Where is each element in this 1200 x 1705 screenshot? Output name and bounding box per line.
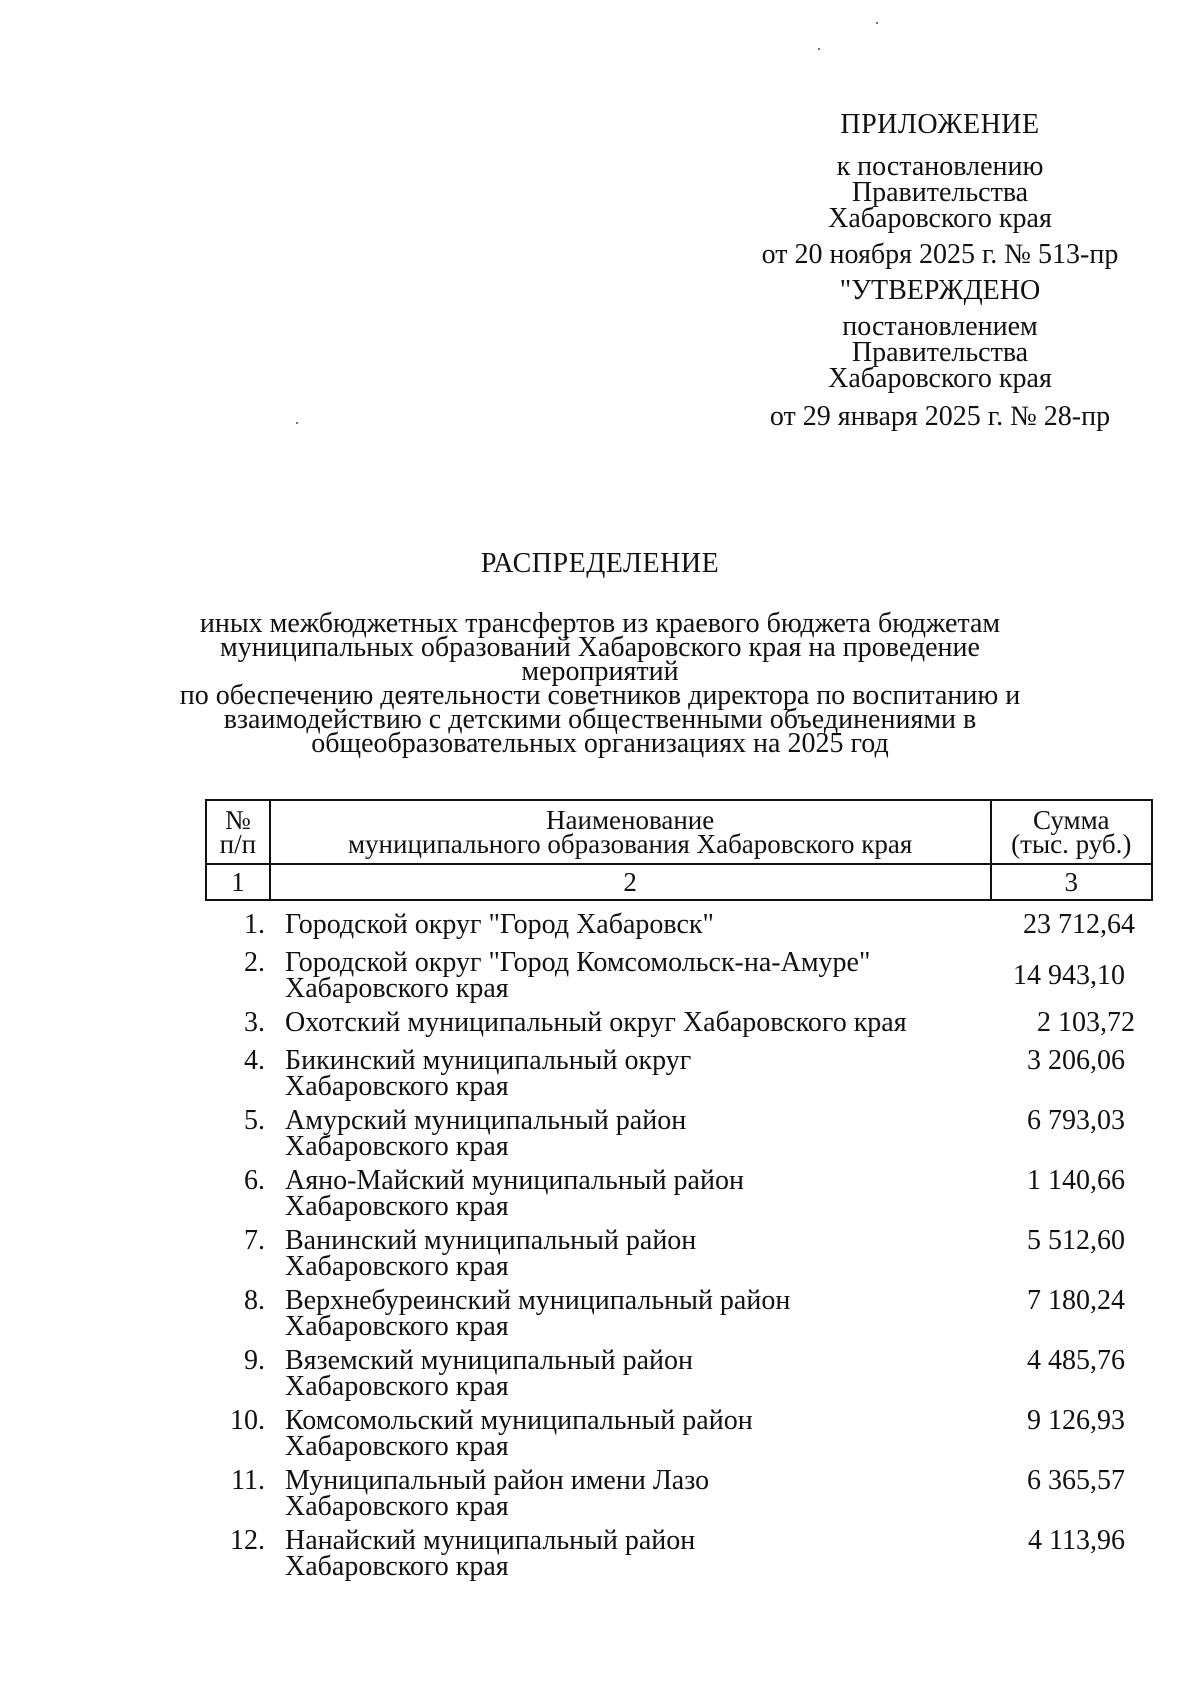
row-number: 2. <box>244 947 265 978</box>
row-number: 10. <box>230 1405 265 1436</box>
table-body <box>205 909 1153 1588</box>
row-name-line2: Хабаровского края <box>285 1131 509 1162</box>
approved-title: "УТВЕРЖДЕНО <box>839 275 1041 306</box>
row-name <box>265 1007 975 1048</box>
row-name-line2: Хабаровского края <box>285 1251 509 1282</box>
column-number-row <box>206 864 1152 900</box>
row-number: 8. <box>244 1285 265 1316</box>
row-name-line2: Хабаровского края <box>285 1431 509 1462</box>
row-sum: 23 712,64 <box>1023 909 1135 940</box>
row-sum: 2 103,72 <box>1037 1007 1135 1038</box>
header-sum-line1: Сумма <box>1033 805 1110 835</box>
header-num-line2: п/п <box>219 829 257 859</box>
header-sum-cell <box>991 800 1153 864</box>
header-row <box>206 800 1152 864</box>
row-sum: 9 126,93 <box>1027 1405 1125 1436</box>
row-sum: 6 793,03 <box>1027 1105 1125 1136</box>
subtitle-line: общеобразовательных организациях на 2025 год <box>311 728 889 759</box>
row-name-line2: Хабаровского края <box>285 1191 509 1222</box>
row-name-line1: Верхнебуреинский муниципальный район <box>285 1285 791 1316</box>
subtitle-line: по обеспечению деятельности советников директора по воспитанию и <box>179 680 1021 711</box>
row-number: 9. <box>244 1345 265 1376</box>
row-name-line2: Хабаровского края <box>285 1491 509 1522</box>
column-number: 2 <box>270 864 991 900</box>
subtitle-line: иных межбюджетных трансфертов из краевого бюджета бюджетам <box>199 608 1001 639</box>
table-row <box>205 1525 1153 1588</box>
scan-speck <box>876 22 878 24</box>
row-name-line2: Хабаровского края <box>285 1551 509 1582</box>
approved-line: Правительства <box>851 337 1029 368</box>
scan-speck <box>818 48 820 50</box>
row-name-line2: Хабаровского края <box>285 1371 509 1402</box>
approved-date-line: от 29 января 2025 г. № 28-пр <box>769 401 1111 432</box>
row-name <box>265 1465 975 1528</box>
table-row <box>205 1405 1153 1468</box>
row-name <box>265 909 975 950</box>
row-sum: 4 485,76 <box>1027 1345 1125 1376</box>
table-header <box>205 799 1153 901</box>
row-name-line1: Комсомольский муниципальный район <box>285 1405 753 1436</box>
header-name-cell <box>270 800 991 864</box>
header-name-line1: Наименование <box>546 805 715 835</box>
table-row <box>205 1285 1153 1348</box>
row-name <box>265 947 975 1010</box>
table-row <box>205 1465 1153 1528</box>
row-name-line2: Хабаровского края <box>285 1311 509 1342</box>
row-name-line2: Хабаровского края <box>285 1071 509 1102</box>
row-name-line1: Городской округ "Город Комсомольск-на-Амуре" <box>285 947 871 978</box>
header-name-line2: муниципального образования Хабаровского края <box>347 829 913 859</box>
row-number: 4. <box>244 1045 265 1076</box>
appendix-date-line: от 20 ноября 2025 г. № 513-пр <box>761 239 1119 270</box>
row-name-line1: Ванинский муниципальный район <box>285 1225 697 1256</box>
row-number: 11. <box>231 1465 265 1496</box>
appendix-title: ПРИЛОЖЕНИЕ <box>840 109 1040 140</box>
row-name-line1: Аяно-Майский муниципальный район <box>285 1165 744 1196</box>
row-name-line1: Вяземский муниципальный район <box>285 1345 693 1376</box>
table-row <box>205 1225 1153 1288</box>
table-row <box>205 1105 1153 1168</box>
row-sum: 7 180,24 <box>1027 1285 1125 1316</box>
table-row <box>205 947 1153 1010</box>
row-sum: 4 113,96 <box>1028 1525 1125 1556</box>
table-row <box>205 1007 1153 1048</box>
row-name-line1: Городской округ "Город Хабаровск" <box>285 909 714 940</box>
row-name <box>265 1345 975 1408</box>
appendix-line: к постановлению <box>836 151 1044 182</box>
header-num-cell <box>206 800 270 864</box>
approved-line: Хабаровского края <box>828 363 1052 394</box>
approved-line: постановлением <box>842 311 1038 342</box>
row-name-line2: Хабаровского края <box>285 973 509 1004</box>
appendix-line: Хабаровского края <box>828 203 1052 234</box>
row-name-line1: Нанайский муниципальный район <box>285 1525 696 1556</box>
subtitle-line: муниципальных образований Хабаровского края на проведение мероприятий <box>220 632 980 687</box>
table-row <box>205 1165 1153 1228</box>
appendix-line: Правительства <box>851 177 1029 208</box>
row-name-line1: Бикинский муниципальный округ <box>285 1045 692 1076</box>
row-name <box>265 1405 975 1468</box>
row-sum: 14 943,10 <box>1013 960 1125 991</box>
row-name <box>265 1045 975 1108</box>
subtitle-line: взаимодействию с детскими общественными объединениями в <box>223 704 977 735</box>
approval-block <box>740 109 1140 432</box>
table-row <box>205 1345 1153 1408</box>
row-name-line1: Охотский муниципальный округ Хабаровского края <box>285 1007 907 1038</box>
document-title: РАСПРЕДЕЛЕНИЕ <box>480 548 720 579</box>
row-number: 6. <box>244 1165 265 1196</box>
row-sum: 6 365,57 <box>1027 1465 1125 1496</box>
row-number: 12. <box>230 1525 265 1556</box>
row-number: 7. <box>244 1225 265 1256</box>
row-name <box>265 1105 975 1168</box>
row-name <box>265 1525 975 1588</box>
header-num-line1: № <box>225 805 251 835</box>
column-number: 3 <box>991 864 1153 900</box>
row-number: 3. <box>244 1007 265 1038</box>
row-name-line1: Амурский муниципальный район <box>285 1105 687 1136</box>
column-number: 1 <box>206 864 270 900</box>
header-sum-line2: (тыс. руб.) <box>1011 829 1132 859</box>
row-sum: 3 206,06 <box>1027 1045 1125 1076</box>
row-name <box>265 1285 975 1348</box>
row-name-line1: Муниципальный район имени Лазо <box>285 1465 710 1496</box>
table-row <box>205 909 1153 950</box>
row-number: 5. <box>244 1105 265 1136</box>
table-row <box>205 1045 1153 1108</box>
scan-speck <box>296 422 298 424</box>
row-name <box>265 1165 975 1228</box>
row-number: 1. <box>244 909 265 940</box>
row-sum: 1 140,66 <box>1027 1165 1125 1196</box>
row-name <box>265 1225 975 1288</box>
document-subtitle <box>150 608 1050 759</box>
row-sum: 5 512,60 <box>1027 1225 1125 1256</box>
